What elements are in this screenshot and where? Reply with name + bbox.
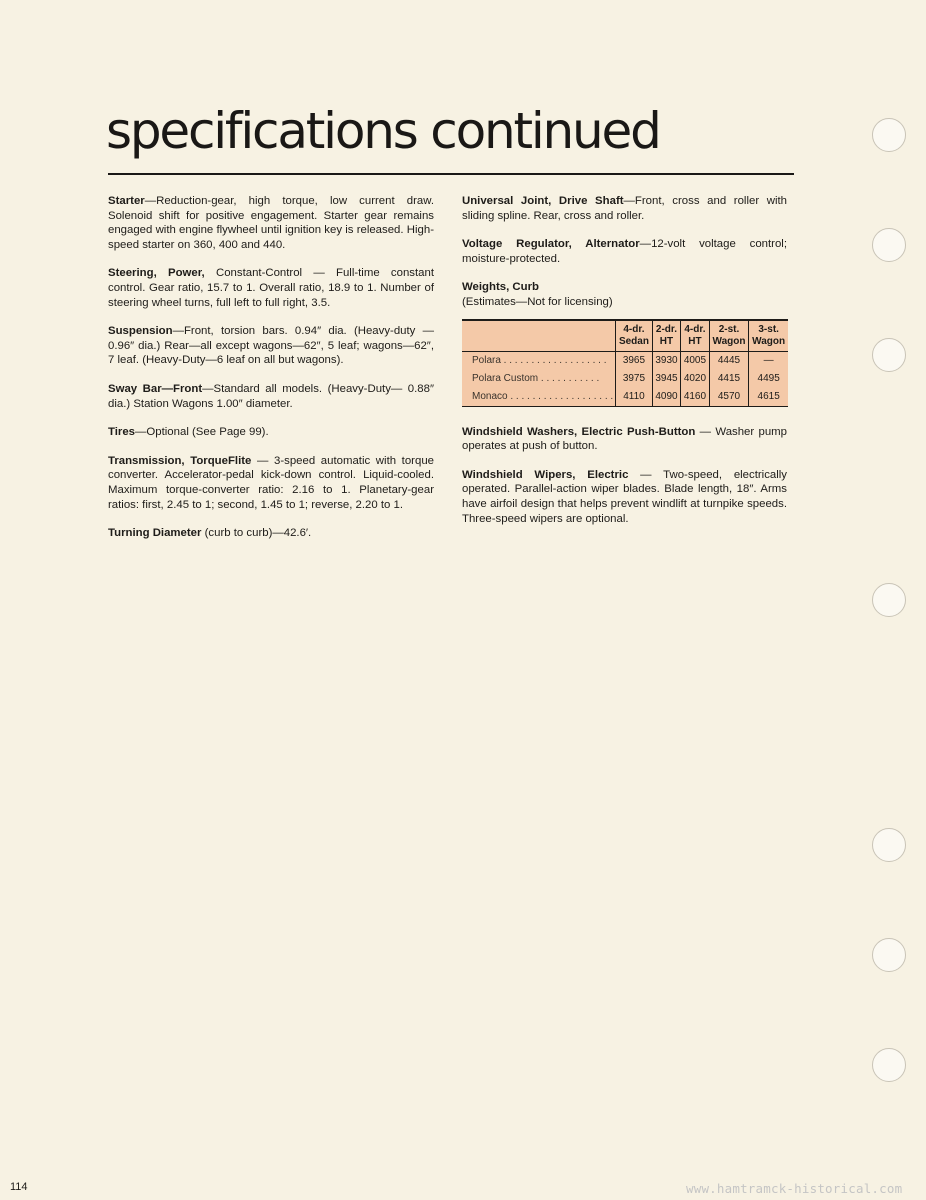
spec-term: Tires	[108, 426, 136, 439]
spec-text: —Front, cross and roller with sliding spline. Rear, cross and roller.	[462, 195, 787, 222]
spec-sway-bar	[108, 382, 434, 411]
spec-term: Windshield Washers, Electric Push-Button	[462, 425, 696, 438]
title-rule	[108, 173, 794, 175]
right-column	[462, 194, 787, 540]
table-row	[462, 351, 788, 370]
column-header-line: 4-dr.	[684, 323, 706, 335]
column-header-line: Wagon	[752, 335, 786, 347]
table-row	[462, 370, 788, 388]
binder-hole	[872, 828, 906, 862]
column-header-line: HT	[659, 335, 674, 347]
weight-cell: 4415	[709, 370, 749, 388]
spec-text: —12-volt voltage control; moisture-protected.	[462, 238, 788, 265]
column-header	[652, 320, 680, 352]
weight-cell: 4445	[709, 351, 749, 370]
column-header-line: 4-dr.	[623, 323, 645, 335]
table-header-row	[462, 320, 788, 352]
spec-windshield-washers	[462, 425, 787, 454]
column-header	[709, 320, 749, 352]
left-column	[108, 194, 434, 555]
column-header-line: 3-st.	[758, 323, 779, 335]
spec-windshield-wipers	[462, 468, 787, 526]
weight-cell: —	[749, 351, 788, 370]
spec-turning-diameter	[108, 526, 434, 541]
spec-text: —Front, torsion bars. 0.94″ dia. (Heavy-duty —0.96″ dia.) Rear—all except wagons—62″, 5 leaf; wagons—62″, 7 leaf. (Heavy-Duty—6 leaf on all but wagons).	[108, 325, 434, 367]
spec-term: Voltage Regulator, Alternator	[462, 238, 640, 251]
weight-cell: 3945	[652, 370, 680, 388]
weight-cell: 3930	[652, 351, 680, 370]
spec-starter	[108, 194, 434, 252]
weight-cell: 4615	[749, 388, 788, 407]
spec-term: Suspension	[108, 325, 173, 338]
binder-hole	[872, 1048, 906, 1082]
spec-term: Turning Diameter	[108, 527, 202, 540]
column-header	[749, 320, 788, 352]
spec-text: — Two-speed, electrically operated. Parallel-action wiper blades. Blade length, 18″. Arms have airfoil design that helps prevent windlift at turnpike speeds. Three-speed wipers are optional.	[462, 468, 787, 525]
spec-voltage-regulator	[462, 237, 787, 266]
spec-steering	[108, 266, 434, 310]
column-header-line: Sedan	[618, 335, 649, 347]
spec-term: Steering, Power,	[108, 267, 205, 280]
weight-cell: 4160	[681, 388, 709, 407]
column-header-line: 2-st.	[718, 323, 740, 335]
spec-universal-joint	[462, 194, 787, 223]
watermark: www.hamtramck-historical.com	[686, 1181, 903, 1196]
binder-hole	[872, 118, 906, 152]
weight-cell: 4005	[681, 351, 709, 370]
spec-text: (curb to curb)—42.6′.	[201, 527, 312, 540]
column-header	[616, 320, 653, 352]
column-header-line: 2-dr.	[655, 323, 678, 335]
spec-term: Sway Bar—Front	[108, 382, 203, 395]
weights-title: Weights, Curb	[462, 281, 539, 294]
header-blank	[462, 320, 616, 352]
binder-hole	[872, 938, 906, 972]
spec-transmission	[108, 454, 434, 512]
model-name: Polara . . . . . . . . . . . . . . . . . . .	[472, 354, 607, 366]
spec-text: —Standard all models. (Heavy-Duty— 0.88″ dia.) Station Wagons 1.00″ diameter.	[108, 382, 434, 410]
binder-hole	[872, 228, 906, 262]
spec-term: Universal Joint, Drive Shaft	[462, 195, 624, 207]
weight-cell: 4110	[616, 388, 653, 407]
page-number: 114	[10, 1181, 28, 1193]
spec-text: Constant-Control — Full-time constant control. Gear ratio, 15.7 to 1. Overall ratio, 18.9 to 1. Number of steering wheel turns, full left to full right, 3.5.	[108, 267, 434, 309]
weight-cell: 3975	[616, 370, 653, 388]
spec-tires	[108, 425, 434, 440]
spec-term: Starter	[108, 195, 145, 207]
spec-text: — 3-speed automatic with torque converter. Accelerator-pedal kick-down control. Liquid-cooled. Maximum torque-converter ratio: 2.16 to 1. Planetary-gear ratios: first, 2.45 to 1; second, 1.45 to 1; reverse, 2.20 to 1.	[108, 454, 434, 511]
column-header	[681, 320, 709, 352]
weight-cell: 3965	[616, 351, 653, 370]
weight-cell: 4020	[681, 370, 709, 388]
page-title: specifications continued	[106, 102, 660, 160]
weight-cell: 4570	[709, 388, 749, 407]
spec-term: Windshield Wipers, Electric	[462, 468, 629, 481]
spec-text: —Optional (See Page 99).	[135, 426, 269, 439]
weights-table	[462, 319, 788, 407]
column-header-line: Wagon	[712, 335, 746, 347]
model-name: Monaco . . . . . . . . . . . . . . . . . . .	[472, 390, 614, 402]
table-row	[462, 388, 788, 407]
binder-hole	[872, 583, 906, 617]
spec-text: — Washer pump operates at push of button.	[462, 425, 787, 453]
spec-text: —Reduction-gear, high torque, low current draw. Solenoid shift for positive engagement. Starter gear remains engaged with engine flywheel until ignition key is released. High-speed starter on 360, 400 and 440.	[108, 195, 434, 251]
spec-suspension	[108, 324, 434, 368]
weights-note: (Estimates—Not for licensing)	[462, 295, 613, 308]
binder-hole	[872, 338, 906, 372]
spec-term: Transmission, TorqueFlite	[108, 454, 252, 467]
model-name: Polara Custom . . . . . . . . . . .	[472, 372, 600, 384]
column-header-line: HT	[688, 335, 702, 347]
weight-cell: 4090	[652, 388, 680, 407]
weight-cell: 4495	[749, 370, 788, 388]
